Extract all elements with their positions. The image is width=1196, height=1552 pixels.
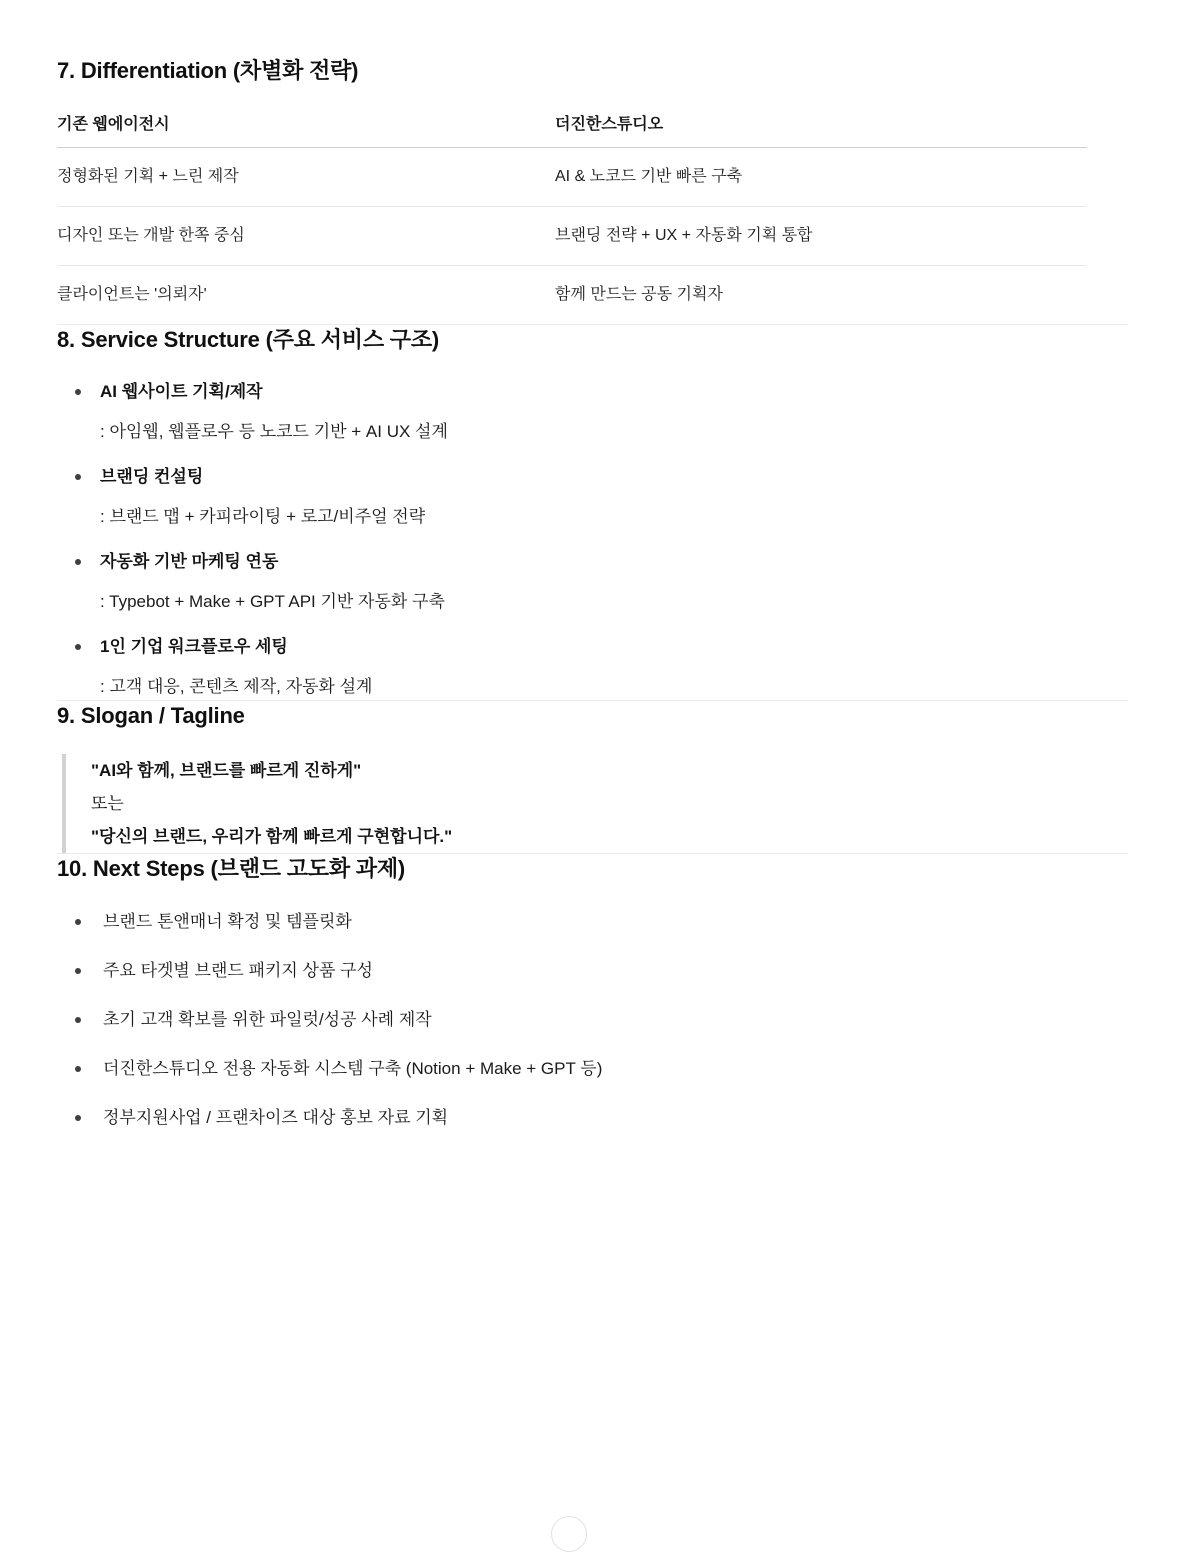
list-item: [57, 909, 1128, 935]
bullet-icon: [75, 1017, 81, 1023]
list-item-text: 정부지원사업 / 프랜차이즈 대상 홍보 자료 기획: [103, 1108, 449, 1127]
list-item: [57, 549, 1128, 615]
table-row: [57, 148, 1087, 207]
bullet-icon: [75, 1066, 81, 1072]
bullet-icon: [75, 474, 81, 480]
service-title: 브랜딩 컨설팅: [100, 467, 204, 486]
service-detail: : 고객 대응, 콘텐츠 제작, 자동화 설계: [100, 677, 373, 696]
section-9-heading: 9. Slogan / Tagline: [57, 703, 245, 728]
bullet-icon: [75, 1115, 81, 1121]
bullet-icon: [75, 559, 81, 565]
list-item: [57, 1105, 1128, 1131]
next-steps-list: [57, 909, 1128, 1131]
list-item-text: 브랜드 톤앤매너 확정 및 템플릿화: [103, 912, 352, 931]
service-structure-list: [57, 379, 1128, 700]
list-item: [57, 1007, 1128, 1033]
section-7-heading: 7. Differentiation (차별화 전략): [57, 58, 359, 83]
bullet-icon: [75, 389, 81, 395]
table-cell: 디자인 또는 개발 한쪽 중심: [57, 207, 555, 266]
quote-line: "AI와 함께, 브랜드를 빠르게 진하게": [91, 761, 362, 780]
table-cell: AI & 노코드 기반 빠른 구축: [555, 148, 1087, 207]
service-detail: : Typebot + Make + GPT API 기반 자동화 구축: [100, 592, 445, 611]
table-cell: 브랜딩 전략 + UX + 자동화 기획 통합: [555, 207, 1087, 266]
table-cell: 정형화된 기획 + 느린 제작: [57, 148, 555, 207]
comparison-table: [57, 104, 1087, 324]
table-header-cell: 기존 웹에이전시: [57, 104, 555, 148]
quote-block: [62, 754, 1128, 853]
table-cell: 함께 만드는 공동 기획자: [555, 286, 723, 303]
section-10-heading: 10. Next Steps (브랜드 고도화 과제): [57, 856, 406, 881]
table-header-cell: 더진한스튜디오: [555, 104, 1087, 148]
service-title: AI 웹사이트 기획/제작: [100, 382, 263, 401]
list-item: [57, 1056, 1128, 1082]
service-detail: : 아임웹, 웹플로우 등 노코드 기반 + AI UX 설계: [100, 422, 448, 441]
bullet-icon: [75, 919, 81, 925]
bullet-icon: [75, 644, 81, 650]
table-row: [57, 266, 1087, 325]
list-item: [57, 379, 1128, 445]
scroll-down-button[interactable]: [551, 1516, 587, 1552]
list-item: [57, 958, 1128, 984]
list-item: [57, 464, 1128, 530]
table-header-row: [57, 104, 1087, 148]
list-item-text: 초기 고객 확보를 위한 파일럿/성공 사례 제작: [103, 1010, 432, 1029]
table-cell: 클라이언트는 '의뢰자': [57, 286, 207, 303]
service-detail: : 브랜드 맵 + 카피라이팅 + 로고/비주얼 전략: [100, 507, 426, 526]
bullet-icon: [75, 968, 81, 974]
service-title: 1인 기업 워크플로우 세팅: [100, 637, 288, 656]
quote-line: 또는: [91, 794, 124, 813]
section-8-heading: 8. Service Structure (주요 서비스 구조): [57, 327, 440, 352]
service-title: 자동화 기반 마케팅 연동: [100, 552, 279, 571]
list-item-text: 더진한스튜디오 전용 자동화 시스템 구축 (Notion + Make + GPT 등): [103, 1059, 603, 1078]
table-row: [57, 207, 1087, 266]
list-item: [57, 634, 1128, 700]
quote-line: "당신의 브랜드, 우리가 함께 빠르게 구현합니다.": [91, 827, 453, 846]
list-item-text: 주요 타겟별 브랜드 패키지 상품 구성: [103, 961, 373, 980]
